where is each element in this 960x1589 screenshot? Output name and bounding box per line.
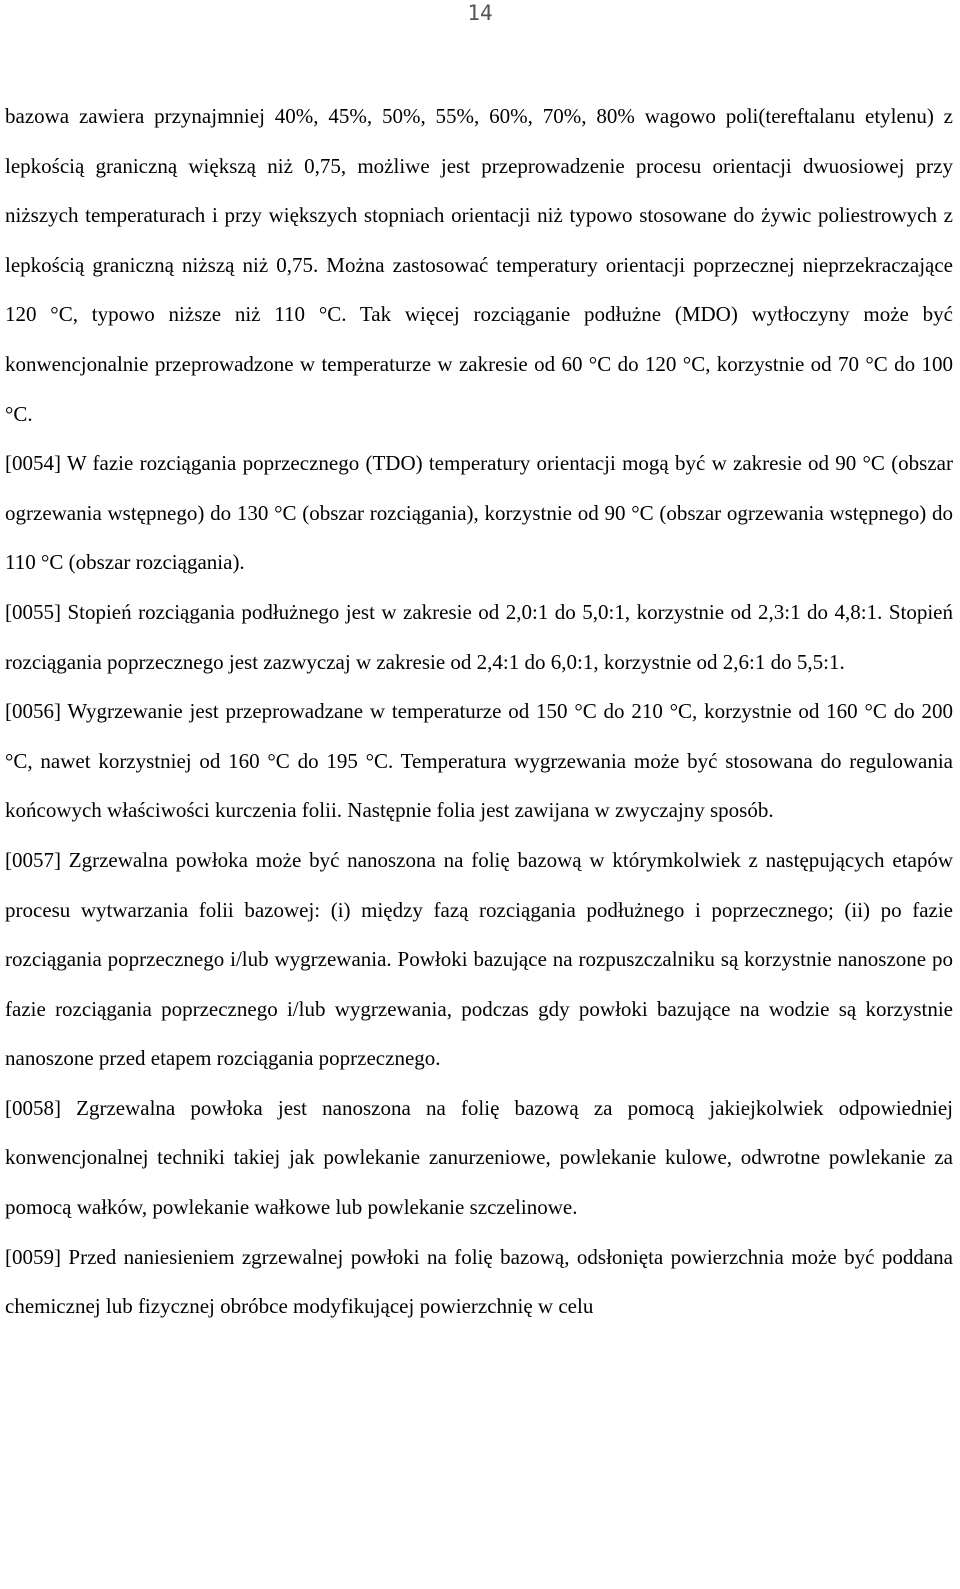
paragraph-0058: [0058] Zgrzewalna powłoka jest nanoszona na folię bazową za pomocą jakiejkolwiek odpowiedniej konwencjonalnej techniki takiej jak powlekanie zanurzeniowe, powlekanie kulowe, odwrotne powlekanie za pomocą wałków, powlekanie wałkowe lub powlekanie szczelinowe.	[5, 1095, 953, 1220]
paragraph-0057: [0057] Zgrzewalna powłoka może być nanoszona na folię bazową w którymkolwiek z następujących etapów procesu wytwarzania folii bazowej: (i) między fazą rozciągania podłużnego i poprzecznego; (ii) po fazie rozciągania poprzecznego i/lub wygrzewania. Powłoki bazujące na rozpuszczalniku są korzystnie nanoszone po fazie rozciągania poprzecznego i/lub wygrzewania, podczas gdy powłoki bazujące na wodzie są korzystnie nanoszone przed etapem rozciągania poprzecznego.	[5, 847, 953, 1071]
paragraph-continuation: bazowa zawiera przynajmniej 40%, 45%, 50%, 55%, 60%, 70%, 80% wagowo poli(tereftalanu etylenu) z lepkością graniczną większą niż 0,75, możliwe jest przeprowadzenie procesu orientacji dwuosiowej przy niższych temperaturach i przy większych stopniach orientacji niż typowo stosowane do żywic poliestrowych z lepkością graniczną niższą niż 0,75. Można zastosować temperatury orientacji poprzecznej nieprzekraczające 120 °C, typowo niższe niż 110 °C. Tak więcej rozciąganie podłużne (MDO) wytłoczyny może być konwencjonalnie przeprowadzone w temperaturze w zakresie od 60 °C do 120 °C, korzystnie od 70 °C do 100 °C.	[5, 104, 953, 426]
paragraph-0054: [0054] W fazie rozciągania poprzecznego (TDO) temperatury orientacji mogą być w zakresie od 90 °C (obszar ogrzewania wstępnego) do 130 °C (obszar rozciągania), korzystnie od 90 °C (obszar ogrzewania wstępnego) do 110 °C (obszar rozciągania).	[5, 451, 953, 575]
paragraph-0056: [0056] Wygrzewanie jest przeprowadzane w temperaturze od 150 °C do 210 °C, korzystnie od 160 °C do 200 °C, nawet korzystniej od 160 °C do 195 °C. Temperatura wygrzewania może być stosowana do regulowania końcowych właściwości kurczenia folii. Następnie folia jest zawijana w zwyczajny sposób.	[5, 699, 953, 823]
page-number: 14	[467, 1, 493, 25]
paragraph-0055: [0055] Stopień rozciągania podłużnego jest w zakresie od 2,0:1 do 5,0:1, korzystnie od 2,3:1 do 4,8:1. Stopień rozciągania poprzecznego jest zazwyczaj w zakresie od 2,4:1 do 6,0:1, korzystnie od 2,6:1 do 5,5:1.	[5, 599, 953, 674]
paragraph-0059: [0059] Przed naniesieniem zgrzewalnej powłoki na folię bazową, odsłonięta powierzchnia może być poddana chemicznej lub fizycznej obróbce modyfikującej powierzchnię w celu	[5, 1244, 953, 1319]
document-body	[5, 92, 953, 1332]
